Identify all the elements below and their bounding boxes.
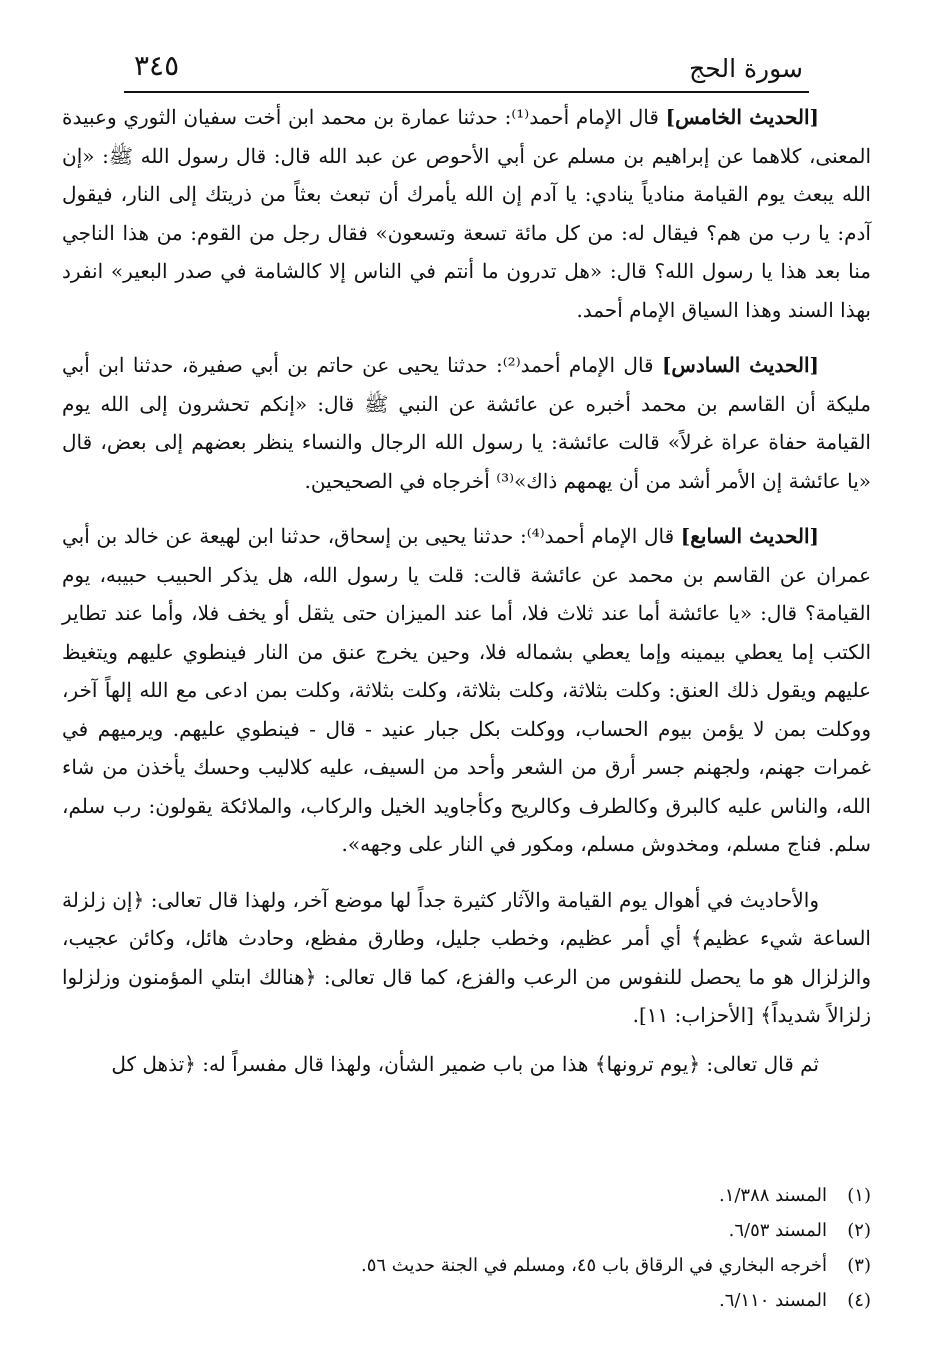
footnote	[62, 1248, 871, 1283]
running-title: سورة الحج	[689, 54, 803, 83]
footnote	[62, 1178, 871, 1213]
paragraph-text: قال الإمام أحمد⁽¹⁾: حدثنا عمارة بن محمد ابن أخت سفيان الثوري وعبيدة المعنى، كلاهما عن إبراهيم بن مسلم عن أبي الأحوص عن عبد الله قال: قال رسول الله ﷺ: «إن الله يبعث يوم القيامة منادياً ينادي: يا آدم إن الله يأمرك أن تبعث بعثاً من ذريتك إلى النار، فيقول آدم: يا رب من هم؟ فيقال له: من كل مائة تسعة وتسعون» فقال رجل من القوم: من هذا الناجي منا بعد هذا يا رسول الله؟ قال: «هل تدرون ما أنتم في الناس إلا كالشامة في صدر البعير» انفرد بهذا السند وهذا السياق الإمام أحمد.	[62, 105, 871, 322]
paragraph-lead: [الحديث السابع]	[680, 524, 819, 548]
footnote	[62, 1213, 871, 1248]
footnote-number: (٢)	[847, 1220, 871, 1241]
footnote-number: (٣)	[847, 1255, 871, 1276]
paragraph-lead: [الحديث السادس]	[661, 353, 819, 377]
footnote-text: المسند ١/٣٨٨.	[718, 1185, 827, 1206]
paragraph-hadith-5	[62, 98, 871, 329]
footnote-number: (٤)	[847, 1290, 871, 1311]
paragraph-text: والأحاديث في أهوال يوم القيامة والآثار كثيرة جداً لها موضع آخر، ولهذا قال تعالى: ﴿إن زلزلة الساعة شيء عظيم﴾ أي أمر عظيم، وخطب جليل، وطارق مفظع، وحادث هائل، وكائن عجيب، والزلزال هو ما يحصل للنفوس من الرعب والفزع، كما قال تعالى: ﴿هنالك ابتلي المؤمنون وزلزلوا زلزالاً شديداً﴾ [الأحزاب: ١١].	[62, 887, 871, 1027]
paragraph-text: قال الإمام أحمد⁽²⁾: حدثنا يحيى عن حاتم بن أبي صفيرة، حدثنا ابن أبي مليكة أن القاسم بن محمد أخبره عن عائشة عن النبي ﷺ قال: «إنكم تحشرون إلى الله يوم القيامة حفاة عراة غرلاً» قالت عائشة: يا رسول الله الرجال والنساء ينظر بعضهم إلى بعض، قال «يا عائشة إن الأمر أشد من أن يهمهم ذاك»⁽³⁾ أخرجاه في الصحيحين.	[62, 353, 871, 493]
paragraph-hadith-7	[62, 517, 871, 864]
paragraph-continuation	[62, 1045, 871, 1084]
footnote-text: أخرجه البخاري في الرقاق باب ٤٥، ومسلم في الجنة حديث ٥٦.	[361, 1255, 827, 1276]
paragraph-lead: [الحديث الخامس]	[665, 105, 819, 129]
page-number: ٣٤٥	[134, 49, 180, 82]
main-text	[62, 98, 871, 1083]
paragraph-hadith-6	[62, 346, 871, 500]
paragraph-commentary	[62, 881, 871, 1035]
footnotes	[62, 1178, 871, 1318]
header-divider	[124, 91, 809, 93]
footnote-number: (١)	[847, 1185, 871, 1206]
paragraph-text: قال الإمام أحمد⁽⁴⁾: حدثنا يحيى بن إسحاق، حدثنا ابن لهيعة عن خالد بن أبي عمران عن القاسم بن محمد عن عائشة قالت: قلت يا رسول الله، هل يذكر الحبيب حبيبه، يوم القيامة؟ قال: «يا عائشة أما عند ثلاث فلا، أما عند الميزان حتى يثقل أو يخف فلا، وأما عند تطاير الكتب إما يعطي بيمينه وإما يعطي بشماله فلا، وحين يخرج عنق من النار فينطوي عليهم ويتغيظ عليهم ويقول ذلك العنق: وكلت بثلاثة، وكلت بثلاثة، وكلت بثلاثة، وكلت بمن ادعى مع الله إلهاً آخر، ووكلت بمن لا يؤمن بيوم الحساب، ووكلت بكل جبار عنيد - قال - فينطوي عليهم. ويرميهم في غمرات جهنم، ولجهنم جسر أرق من الشعر وأحد من السيف، عليه كلاليب وحسك يأخذن من شاء الله، والناس عليه كالبرق وكالطرف وكالريح وكأجاويد الخيل والركاب، والملائكة يقولون: رب سلم، سلم. فناج مسلم، ومخدوش مسلم، ومكور في النار على وجهه».	[62, 524, 871, 856]
footnote	[62, 1283, 871, 1318]
footnote-text: المسند ٦/٥٣.	[728, 1220, 827, 1241]
footnote-text: المسند ٦/١١٠.	[718, 1290, 827, 1311]
page-header	[62, 0, 871, 92]
paragraph-text: ثم قال تعالى: ﴿يوم ترونها﴾ هذا من باب ضمير الشأن، ولهذا قال مفسراً له: ﴿تذهل كل	[111, 1051, 819, 1076]
